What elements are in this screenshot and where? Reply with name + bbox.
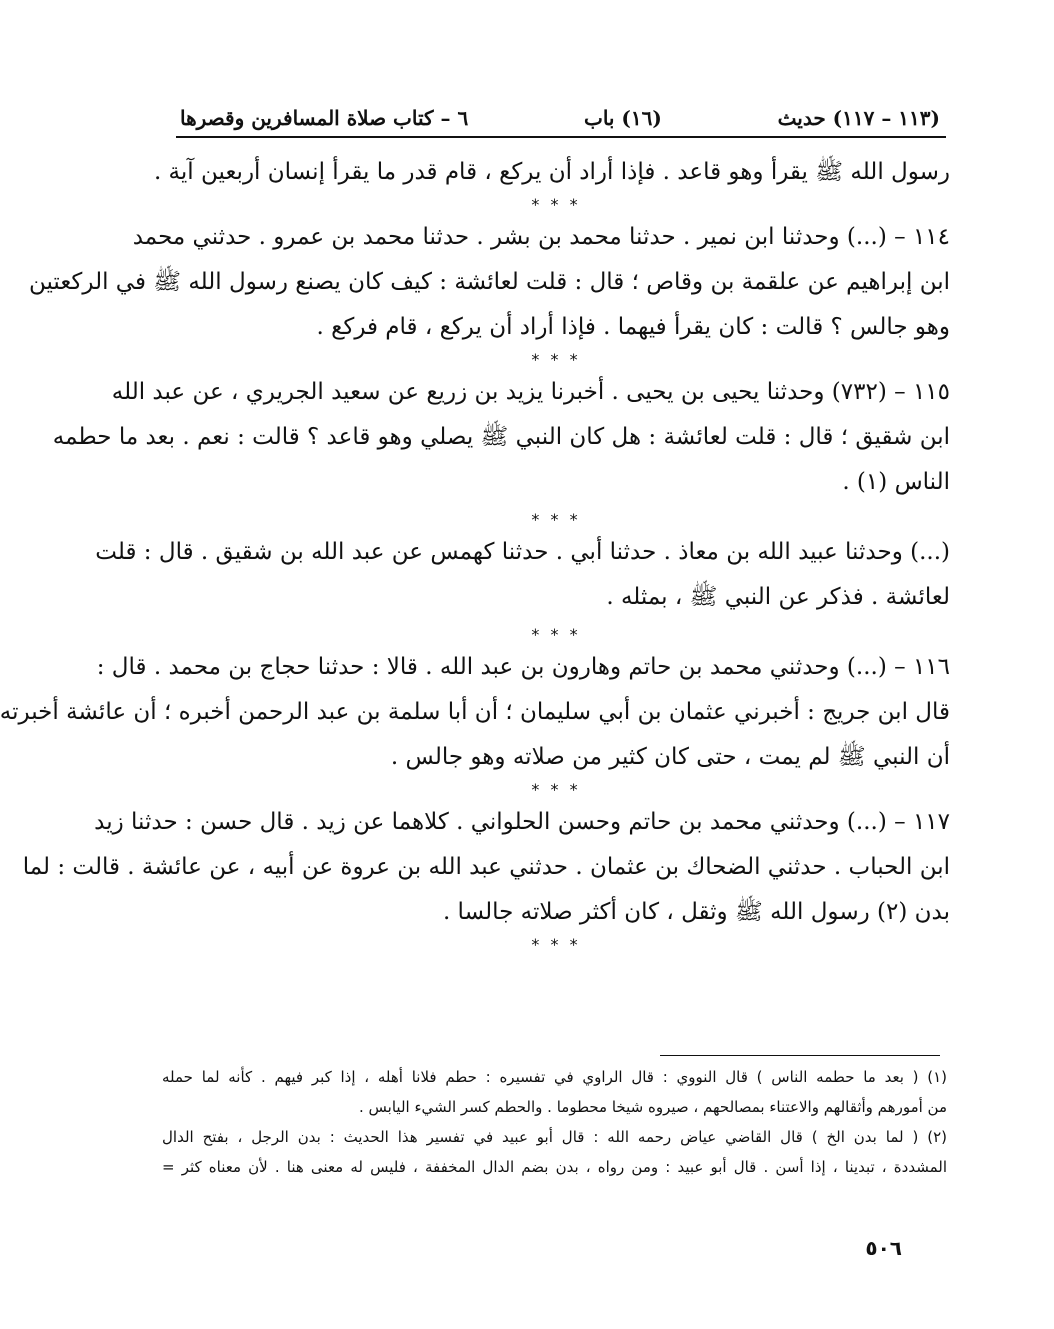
- hadith-line: (...) وحدثنا عبيد الله بن معاذ . حدثنا أبي . حدثنا كهمس عن عبد الله بن شقيق . قال : قلت: [95, 539, 950, 565]
- hadith-line: ابن الحباب . حدثني الضحاك بن عثمان . حدثني عبد الله بن عروة عن أبيه ، عن عائشة . قالت : لما: [22, 854, 950, 880]
- footnote-2: [162, 1122, 947, 1182]
- main-text: [0, 150, 950, 955]
- hadith-line: ١١٧ – (...) وحدثني محمد بن حاتم وحسن الحلواني . كلاهما عن زيد . قال حسن : حدثنا زيد: [94, 809, 950, 835]
- footnote-line: من أمورهم وأثقالهم والاعتناء بمصالحهم ، صيروه شيخا محطوما . والحطم كسر الشيء اليابس .: [359, 1098, 947, 1116]
- chapter-label: (١٦) باب: [583, 106, 662, 130]
- separator-stars: * * *: [531, 625, 581, 644]
- hadith-line: ابن شقيق ؛ قال : قلت لعائشة : هل كان النبي ﷺ يصلي وهو قاعد ؟ قالت : نعم . بعد ما حطمه: [52, 424, 950, 450]
- footnote-line: (٢) ( لما بدن الخ ) قال القاضي عياض رحمه الله : قال أبو عبيد في تفسير هذا الحديث : بدن الرجل ، بفتح الدال: [162, 1128, 947, 1146]
- intro-line: رسول الله ﷺ يقرأ وهو قاعد . فإذا أراد أن يركع ، قام قدر ما يقرأ إنسان أربعين آية .: [153, 159, 950, 185]
- hadith-line: بدن (٢) رسول الله ﷺ وثقل ، كان أكثر صلاته جالسا .: [442, 899, 950, 925]
- hadith-117: [22, 800, 950, 935]
- hadith-line: قال ابن جريج : أخبرني عثمان بن أبي سليمان ؛ أن أبا سلمة بن عبد الرحمن أخبره ؛ أن عائشة أخبرته: [0, 699, 950, 725]
- hadith-line: ١١٥ – (٧٣٢) وحدثنا يحيى بن يحيى . أخبرنا يزيد بن زريع عن سعيد الجريري ، عن عبد الله: [111, 379, 950, 405]
- separator-stars: * * *: [531, 780, 581, 799]
- hadith-line: لعائشة . فذكر عن النبي ﷺ ، بمثله .: [606, 584, 950, 610]
- hadith-range: (١١٣ – ١١٧) حديث: [777, 106, 940, 130]
- footnote-line: (١) ( بعد ما حطمه الناس ) قال النووي : قال الراوي في تفسيره : حطم فلانا أهله ، إذا كبر فيهم . كأنه لما حمله: [162, 1068, 947, 1086]
- book-title: ٦ – كتاب صلاة المسافرين وقصرها: [180, 106, 469, 130]
- hadith-115-variant: [95, 530, 950, 620]
- separator-stars: * * *: [531, 510, 581, 529]
- hadith-line: ابن إبراهيم عن علقمة بن وقاص ؛ قال : قلت لعائشة : كيف كان يصنع رسول الله ﷺ في الركعتين: [28, 269, 950, 295]
- footnotes: [162, 1062, 947, 1182]
- footnote-rule: [660, 1055, 940, 1056]
- hadith-line: الناس (١) .: [842, 469, 950, 495]
- hadith-line: أن النبي ﷺ لم يمت ، حتى كان كثير من صلاته وهو جالس .: [390, 744, 950, 770]
- separator-stars: * * *: [531, 350, 581, 369]
- page-number: ٥٠٦: [865, 1236, 902, 1260]
- footnote-line: المشددة ، تبدينا ، إذا أسن . قال أبو عبيد : ومن رواه ، بدن بضم الدال المخففة ، فليس له معنى هنا . لأن معناه كثر =: [162, 1158, 947, 1176]
- hadith-114: [28, 215, 950, 350]
- footnote-1: [162, 1062, 947, 1122]
- hadith-116: [0, 645, 950, 780]
- hadith-line: ١١٦ – (...) وحدثني محمد بن حاتم وهارون بن عبد الله . قالا : حدثنا حجاج بن محمد . قال :: [96, 654, 950, 680]
- header-rule: [176, 136, 946, 138]
- separator-stars: * * *: [531, 935, 581, 954]
- hadith-115: [52, 370, 950, 505]
- separator-stars: * * *: [531, 195, 581, 214]
- hadith-line: وهو جالس ؟ قالت : كان يقرأ فيهما . فإذا أراد أن يركع ، قام فركع .: [316, 314, 950, 340]
- page-header: [180, 100, 940, 130]
- hadith-line: ١١٤ – (...) وحدثنا ابن نمير . حدثنا محمد بن بشر . حدثنا محمد بن عمرو . حدثني محمد: [132, 224, 950, 250]
